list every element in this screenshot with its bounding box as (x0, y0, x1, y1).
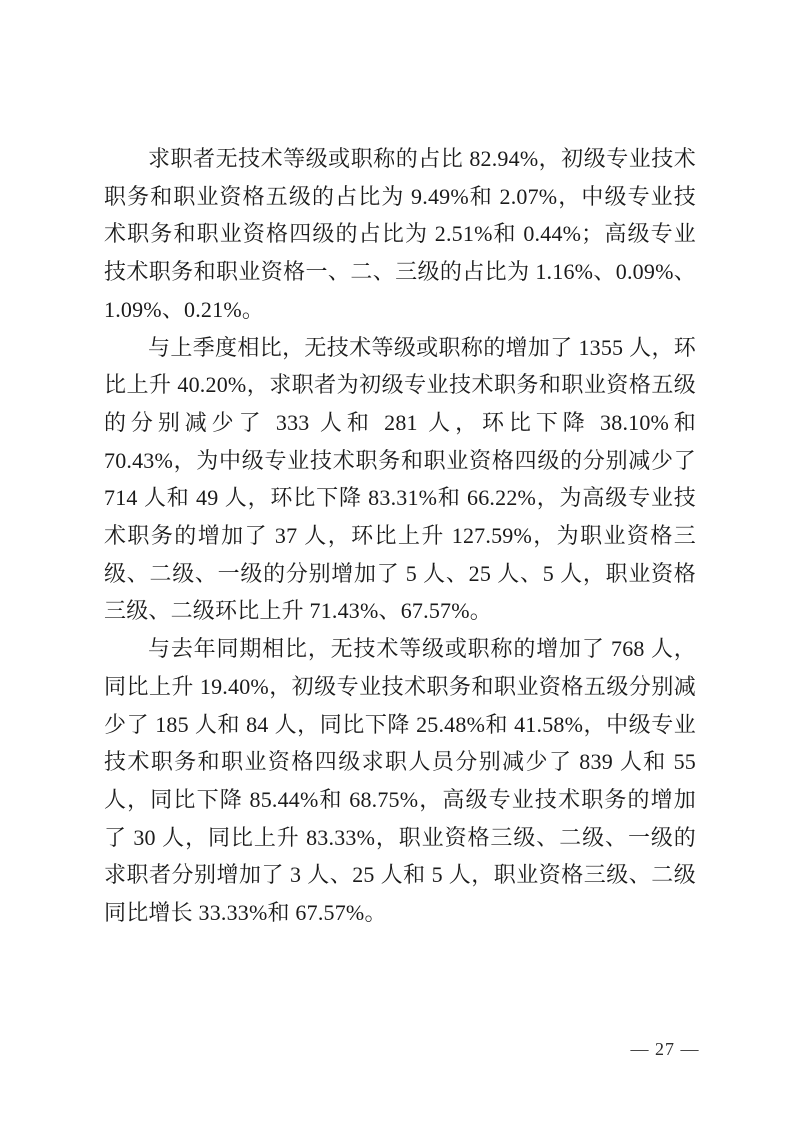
paragraph: 与去年同期相比，无技术等级或职称的增加了 768 人，同比上升 19.40%，初级专业技术职务和职业资格五级分别减少了 185 人和 84 人，同比下降 25.48%和 41.58%，中级专业技术职务和职业资格四级求职人员分别减少了 839 人和 55 人，同比下降 85.44%和 68.75%，高级专业技术职务的增加了 30 人，同比上升 83.33%，职业资格三级、二级、一级的求职者分别增加了 3 人、25 人和 5 人，职业资格三级、二级同比增长 33.33%和 67.57%。 (104, 636, 696, 926)
paragraph: 与上季度相比，无技术等级或职称的增加了 1355 人，环比上升 40.20%，求职者为初级专业技术职务和职业资格五级的分别减少了 333 人和 281 人，环比下降 38.10%和 70.43%，为中级专业技术职务和职业资格四级的分别减少了 714 人和 49 人，环比下降 83.31%和 66.22%，为高级专业技术职务的增加了 37 人，环比上升 127.59%，为职业资格三级、二级、一级的分别增加了 5 人、25 人、5 人，职业资格三级、二级环比上升 71.43%、67.57%。 (104, 334, 696, 624)
body-text-block (104, 140, 696, 932)
paragraph: 求职者无技术等级或职称的占比 82.94%，初级专业技术职务和职业资格五级的占比为 9.49%和 2.07%，中级专业技术职务和职业资格四级的占比为 2.51%和 0.44%；高级专业技术职务和职业资格一、二、三级的占比为 1.16%、0.09%、1.09%、0.21%。 (104, 146, 696, 322)
page-number: — 27 — (630, 1039, 700, 1059)
